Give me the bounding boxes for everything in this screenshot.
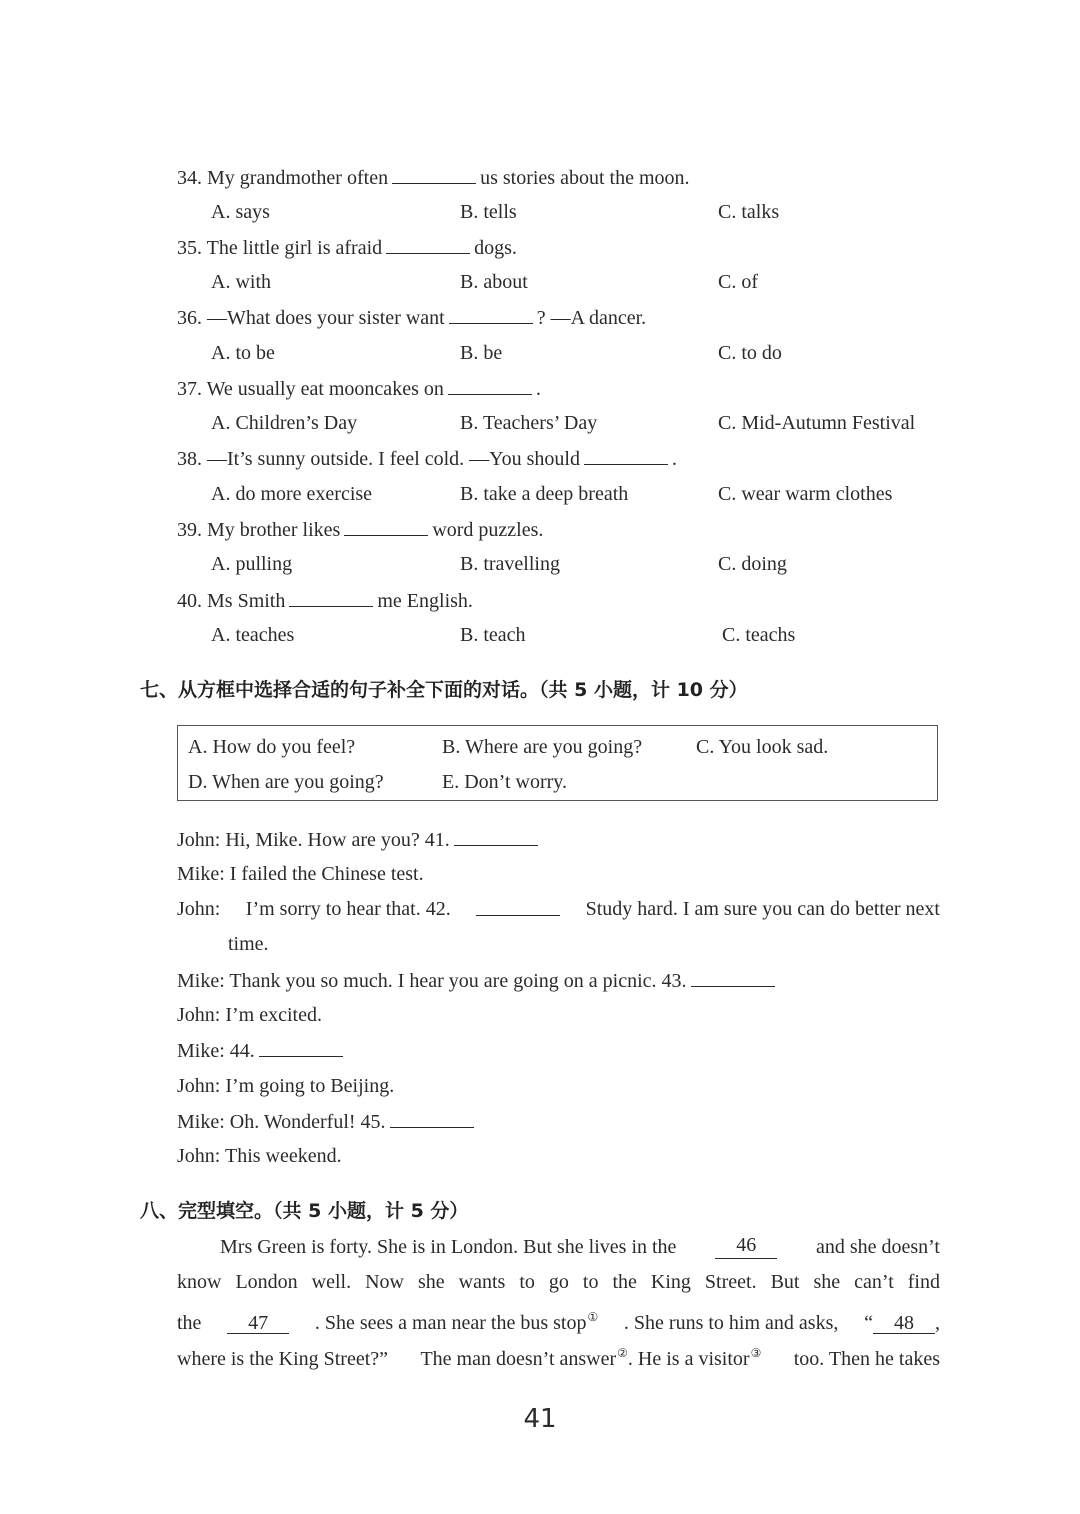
- passage-text: . She sees a man near the bus stop: [314, 1312, 587, 1334]
- dialogue-text: Study hard. I am sure you can do better next: [585, 898, 940, 920]
- question-text: My grandmother often: [207, 167, 389, 189]
- answer-blank: [449, 305, 533, 324]
- question-text: We usually eat mooncakes on: [206, 378, 444, 400]
- question-number: 38.: [177, 448, 202, 470]
- option-a: A. pulling: [211, 553, 293, 575]
- passage-text: . She runs to him and asks,: [623, 1312, 839, 1334]
- dialogue-line: Mike: I failed the Chinese test.: [177, 863, 424, 885]
- passage-text: the: [177, 1312, 202, 1334]
- question-stem: [177, 305, 646, 330]
- option-c: C. to do: [718, 342, 782, 364]
- option-c: C. wear warm clothes: [718, 483, 893, 505]
- choice-d: D. When are you going?: [188, 771, 384, 793]
- option-a: A. says: [211, 201, 270, 223]
- dialogue-text: Mike: Oh. Wonderful! 45.: [177, 1111, 386, 1133]
- question-text: .: [671, 448, 677, 470]
- passage-text: Mrs Green is forty. She is in London. But she lives in the: [220, 1236, 677, 1258]
- dialogue-text: Mike: 44.: [177, 1040, 255, 1062]
- choice-c: C. You look sad.: [696, 736, 829, 758]
- question-text: —What does your sister want: [207, 307, 445, 329]
- question-text: Ms Smith: [207, 590, 286, 612]
- passage-text: [420, 1341, 761, 1371]
- answer-blank: [584, 446, 668, 465]
- passage-text: [864, 1311, 940, 1335]
- footnote-marker: ①: [587, 1310, 599, 1324]
- question-number: 35.: [177, 237, 202, 259]
- footnote-marker: ③: [750, 1346, 762, 1360]
- section-8-heading: 八、完型填空。（共 5 小题，计 5 分）: [140, 1200, 469, 1222]
- option-a: A. do more exercise: [211, 483, 373, 505]
- passage-text: where is the King Street?”: [177, 1348, 389, 1370]
- dialogue-line: [177, 897, 940, 921]
- question-text: —It’s sunny outside. I feel cold. —You should: [207, 448, 580, 470]
- answer-blank-42: [476, 897, 560, 916]
- question-number: 36.: [177, 307, 202, 329]
- question-number: 37.: [177, 378, 202, 400]
- answer-blank: [289, 588, 373, 607]
- question-stem: [177, 446, 677, 471]
- question-stem: [177, 235, 517, 260]
- choice-box: [177, 725, 938, 801]
- question-stem: [177, 376, 541, 401]
- dialogue-line: [177, 1109, 478, 1134]
- option-c: C. talks: [718, 201, 780, 223]
- option-c: C. doing: [718, 553, 787, 575]
- question-text: us stories about the moon.: [480, 167, 690, 189]
- passage-line: [177, 1270, 940, 1294]
- answer-blank-44: [259, 1038, 343, 1057]
- quote-mark: “: [864, 1312, 873, 1334]
- question-text: My brother likes: [207, 519, 341, 541]
- question-stem: [177, 165, 690, 190]
- dialogue-line: [177, 827, 542, 852]
- question-text: me English.: [377, 590, 473, 612]
- cloze-blank-48: 48: [873, 1313, 935, 1334]
- cloze-blank-46: 46: [715, 1235, 777, 1259]
- passage-line: [177, 1341, 940, 1371]
- speaker: John:: [177, 898, 221, 920]
- passage-line: [220, 1235, 940, 1259]
- dialogue-line: [177, 968, 779, 993]
- dialogue-text: John: Hi, Mike. How are you? 41.: [177, 829, 450, 851]
- cloze-blank-47: 47: [227, 1313, 289, 1334]
- dialogue-line: John: I’m excited.: [177, 1004, 322, 1026]
- passage-text: and she doesn’t: [815, 1236, 940, 1258]
- question-text: word puzzles.: [432, 519, 544, 541]
- question-text: ? —A dancer.: [536, 307, 647, 329]
- option-b: B. travelling: [460, 553, 560, 575]
- question-text: dogs.: [474, 237, 517, 259]
- option-b: B. Teachers’ Day: [460, 412, 598, 434]
- question-text: The little girl is afraid: [206, 237, 383, 259]
- answer-blank: [344, 517, 428, 536]
- dialogue-line: John: I’m going to Beijing.: [177, 1075, 395, 1097]
- option-b: B. about: [460, 271, 528, 293]
- option-a: A. Children’s Day: [211, 412, 358, 434]
- question-number: 40.: [177, 590, 202, 612]
- answer-blank-41: [454, 827, 538, 846]
- question-stem: [177, 517, 543, 542]
- answer-blank: [386, 235, 470, 254]
- question-stem: [177, 588, 473, 613]
- dialogue-text: I’m sorry to hear that. 42.: [245, 898, 451, 920]
- answer-blank: [448, 376, 532, 395]
- question-number: 34.: [177, 167, 202, 189]
- passage-text: [315, 1305, 598, 1335]
- question-number: 39.: [177, 519, 202, 541]
- choice-b: B. Where are you going?: [442, 736, 643, 758]
- dialogue-line: time.: [228, 933, 269, 955]
- dialogue-text: Mike: Thank you so much. I hear you are going on a picnic. 43.: [177, 970, 687, 992]
- option-a: A. teaches: [211, 624, 295, 646]
- passage-text: . He is a visitor: [627, 1348, 750, 1370]
- option-b: B. teach: [460, 624, 526, 646]
- question-text: .: [535, 378, 541, 400]
- option-c: C. Mid-Autumn Festival: [718, 412, 916, 434]
- page-number: 41: [523, 1404, 557, 1434]
- footnote-marker: ②: [617, 1346, 628, 1360]
- passage-text: The man doesn’t answer: [420, 1348, 617, 1370]
- option-c: C. teachs: [722, 624, 796, 646]
- option-c: C. of: [718, 271, 758, 293]
- option-a: A. to be: [211, 342, 275, 364]
- option-a: A. with: [211, 271, 271, 293]
- answer-blank: [392, 165, 476, 184]
- choice-a: A. How do you feel?: [188, 736, 356, 758]
- option-b: B. take a deep breath: [460, 483, 629, 505]
- passage-text: know London well. Now she wants to go to the King Street. But she can’t find: [177, 1271, 940, 1293]
- section-7-heading: 七、从方框中选择合适的句子补全下面的对话。（共 5 小题，计 10 分）: [140, 679, 748, 701]
- option-b: B. tells: [460, 201, 517, 223]
- choice-e: E. Don’t worry.: [442, 771, 567, 793]
- dialogue-line: John: This weekend.: [177, 1145, 342, 1167]
- answer-blank-45: [390, 1109, 474, 1128]
- dialogue-line: [177, 1038, 347, 1063]
- option-b: B. be: [460, 342, 503, 364]
- passage-text: ,: [934, 1312, 940, 1334]
- passage-text: too. Then he takes: [793, 1348, 940, 1370]
- passage-line: [177, 1305, 940, 1335]
- answer-blank-43: [691, 968, 775, 987]
